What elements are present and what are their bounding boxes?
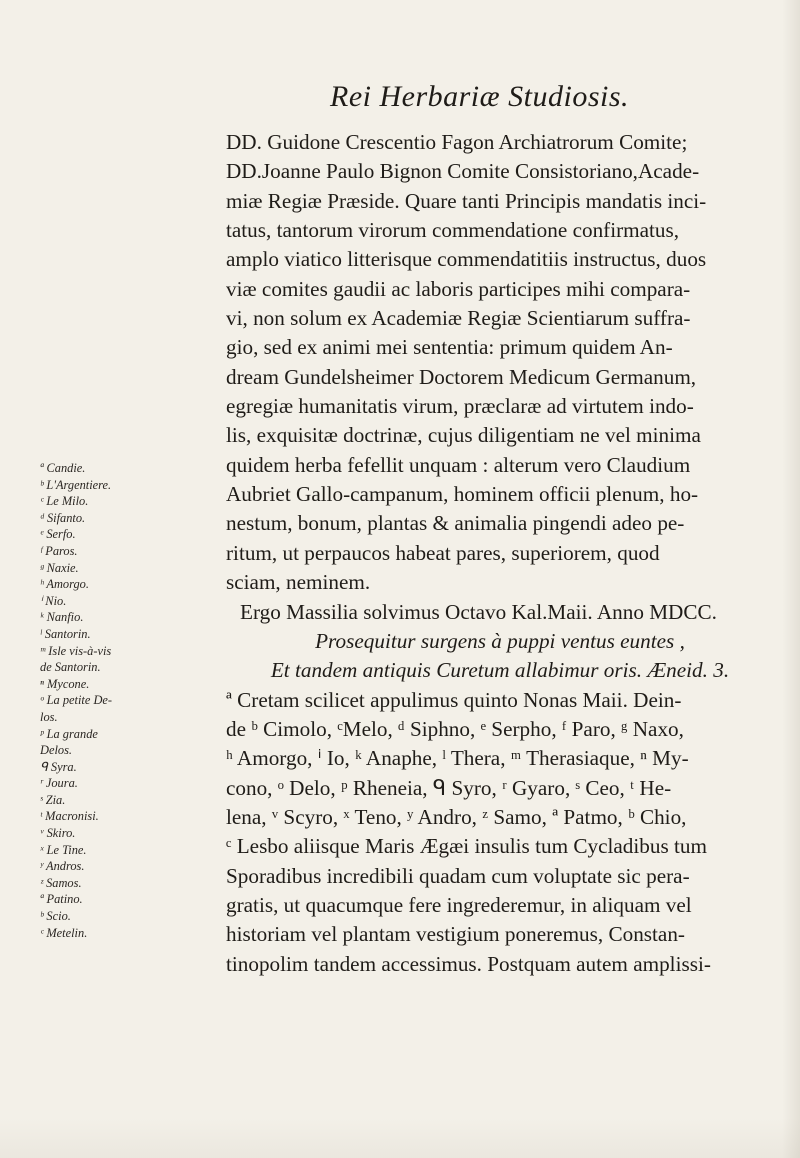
text-line: miæ Regiæ Præside. Quare tanti Principis mandatis inci- [226, 188, 707, 213]
text-line: lis, exquisitæ doctrinæ, cujus diligentiam ne vel minima [226, 423, 701, 448]
margin-note: ª Candie. [40, 461, 86, 475]
margin-note: ª Patino. [40, 892, 83, 907]
main-text [226, 128, 774, 979]
margin-note: ᵗ Macronisi. [40, 809, 99, 824]
text-line: Prosequitur surgens à puppi ventus euntes , [315, 628, 685, 653]
margin-note: ᶜ Le Milo. [40, 494, 89, 509]
margin-note: ʸ Andros. [40, 859, 85, 874]
text-line: lena, ᵛ Scyro, ˣ Teno, ʸ Andro, ᶻ Samo, ª Patmo, ᵇ Chio, [226, 804, 687, 829]
text-line: viæ comites gaudii ac laboris participes mihi compara- [226, 276, 691, 301]
margin-note: ᵒ La petite De- [40, 693, 113, 708]
text-line: de ᵇ Cimolo, ᶜMelo, ᵈ Siphno, ᵉ Serpho, ᶠ Paro, ᵍ Naxo, [226, 716, 684, 741]
text-line: gio, sed ex animi mei sententia: primum quidem An- [226, 335, 673, 360]
text-line: Aubriet Gallo-campanum, hominem officii plenum, ho- [226, 482, 699, 507]
text-line: sciam, neminem. [226, 570, 371, 595]
margin-note: ᵛ Skiro. [40, 826, 76, 841]
margin-note: ᶜ Metelin. [40, 925, 88, 940]
text-line: vi, non solum ex Academiæ Regiæ Scientiarum suffra- [226, 306, 691, 331]
margin-note: ⁱ Nio. [40, 593, 67, 608]
text-line: Ergo Massilia solvimus Octavo Kal.Maii. Anno MDCC. [240, 599, 717, 624]
text-line: quidem herba fefellit unquam : alterum vero Claudium [226, 452, 691, 477]
margin-note: ᵇ Scio. [40, 909, 71, 924]
margin-note: ʰ Amorgo. [40, 577, 89, 592]
text-line: DD. Guidone Crescentio Fagon Archiatrorum Comite; [226, 130, 688, 154]
margin-note: ˣ Le Tine. [40, 842, 87, 857]
margin-note: ᵏ Nanfio. [40, 610, 84, 625]
margin-note: ᑫ Syra. [40, 759, 77, 774]
margin-note: ˢ Zia. [40, 792, 66, 807]
margin-note: ᵇ L'Argentiere. [40, 477, 112, 492]
text-line: ª Cretam scilicet appulimus quinto Nonas Maii. Dein- [226, 687, 682, 712]
text-line: dream Gundelsheimer Doctorem Medicum Germanum, [226, 364, 697, 389]
margin-note: los. [40, 709, 58, 724]
margin-note: ᵉ Serfo. [40, 527, 76, 542]
margin-notes [40, 460, 150, 941]
margin-note: ᶠ Paros. [40, 543, 78, 558]
margin-note: ⁿ Mycone. [40, 676, 90, 691]
text-line: cono, ᵒ Delo, ᵖ Rheneia, ᑫ Syro, ʳ Gyaro, ˢ Ceo, ᵗ He- [226, 775, 672, 800]
running-header: Rei Herbariæ Studiosis. [330, 80, 630, 113]
text-line: tinopolim tandem accessimus. Postquam autem amplissi- [226, 951, 711, 976]
text-line: tatus, tantorum virorum commendatione confirmatus, [226, 218, 680, 243]
text-line: amplo viatico litterisque commendatitiis instructus, duos [226, 247, 707, 272]
page-bottom-shading [0, 1118, 800, 1158]
text-line: Sporadibus incredibili quadam cum voluptate sic pera- [226, 863, 690, 888]
text-line: egregiæ humanitatis virum, præclaræ ad virtutem indo- [226, 394, 694, 419]
margin-note: ᶻ Samos. [40, 875, 82, 890]
text-line: ritum, ut perpaucos habeat pares, superiorem, quod [226, 540, 660, 565]
margin-note: ᵍ Naxie. [40, 560, 79, 575]
page-edge-shading [782, 0, 800, 1158]
margin-note: Delos. [40, 743, 73, 758]
margin-note: ˡ Santorin. [40, 626, 91, 641]
text-line: historiam vel plantam vestigium poneremus, Constan- [226, 922, 685, 947]
text-line: Et tandem antiquis Curetum allabimur oris. Æneid. 3. [270, 658, 730, 683]
margin-note: ᵈ Sifanto. [40, 510, 86, 525]
text-line: nestum, bonum, plantas & animalia pingendi adeo pe- [226, 511, 685, 536]
margin-note: ʳ Joura. [40, 776, 78, 791]
margin-note: ᵐ Isle vis-à-vis [40, 643, 112, 658]
text-line: ᶜ Lesbo aliisque Maris Ægæi insulis tum Cycladibus tum [226, 834, 707, 859]
text-line: gratis, ut quacumque fere ingrederemur, in aliquam vel [226, 892, 692, 917]
margin-note: de Santorin. [40, 660, 101, 675]
margin-note: ᵖ La grande [40, 726, 98, 741]
text-line: DD.Joanne Paulo Bignon Comite Consistoriano,Acade- [226, 159, 700, 184]
text-line: ʰ Amorgo, ⁱ Io, ᵏ Anaphe, ˡ Thera, ᵐ Therasiaque, ⁿ My- [226, 746, 689, 771]
